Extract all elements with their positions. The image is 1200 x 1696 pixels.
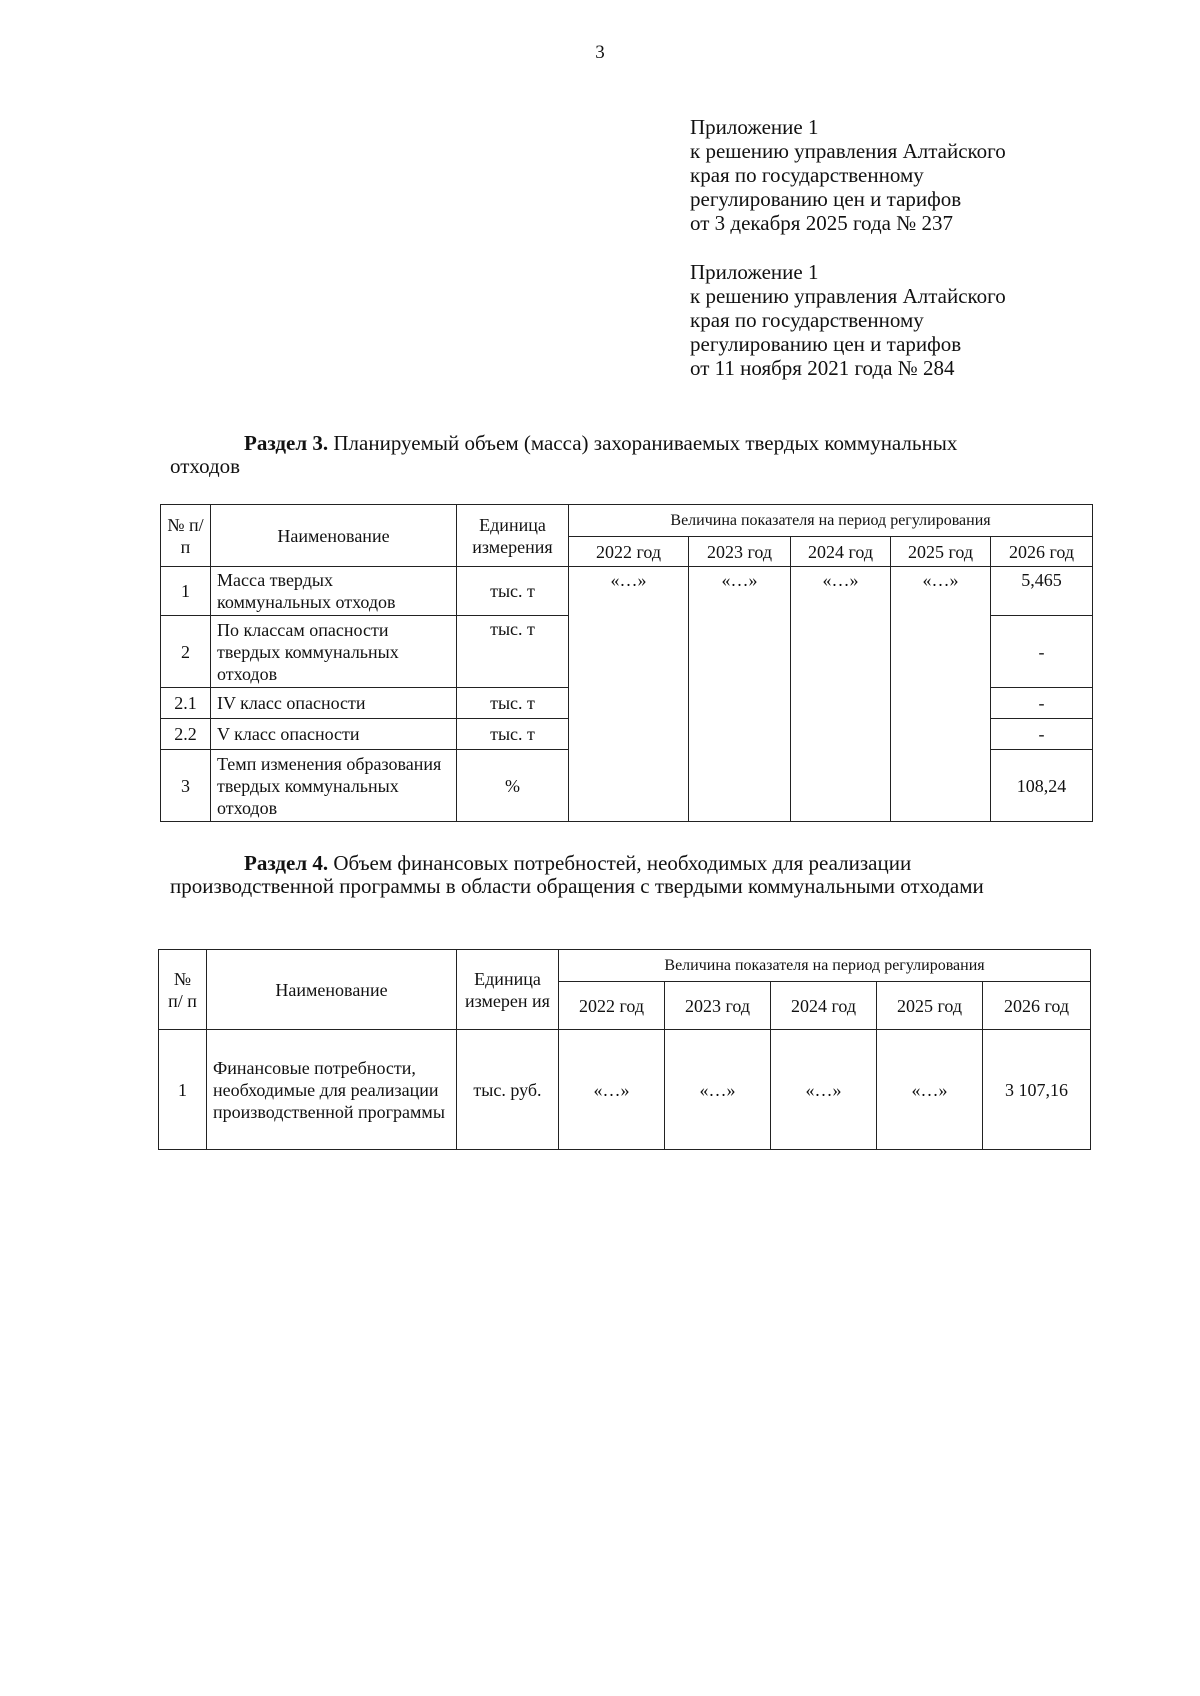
cell-2022: «…»	[559, 1030, 665, 1150]
section-3-title: Планируемый объем (масса) захораниваемых твердых коммунальных	[333, 431, 958, 455]
header-year-2025: 2025 год	[891, 537, 991, 567]
section-3-label: Раздел 3.	[244, 431, 329, 455]
cell-2022: «…»	[569, 567, 689, 616]
appendix-line: края по государственному	[690, 163, 924, 187]
row-name: Темп изменения образования твердых коммунальных отходов	[211, 750, 457, 822]
cell-2023: «…»	[689, 567, 791, 616]
appendix-line: регулированию цен и тарифов	[690, 332, 962, 356]
header-period: Величина показателя на период регулирования	[559, 950, 1091, 982]
cell-2024	[791, 616, 891, 688]
cell-2025: «…»	[891, 567, 991, 616]
row-num: 1	[159, 1030, 207, 1150]
appendix-line: регулированию цен и тарифов	[690, 187, 962, 211]
header-name: Наименование	[207, 950, 457, 1030]
header-num: № п/п	[161, 505, 211, 567]
table-row	[161, 750, 1093, 822]
row-name: IV класс опасности	[211, 688, 457, 719]
header-year-2026: 2026 год	[983, 982, 1091, 1030]
row-num: 2.2	[161, 719, 211, 750]
row-num: 3	[161, 750, 211, 822]
cell-2026: 5,465	[991, 567, 1093, 616]
header-unit: Единица измерен ия	[457, 950, 559, 1030]
row-name: По классам опасности твердых коммунальных отходов	[211, 616, 457, 688]
row-num: 2.1	[161, 688, 211, 719]
cell-2025: «…»	[877, 1030, 983, 1150]
header-year-2022: 2022 год	[559, 982, 665, 1030]
cell-2026: -	[991, 616, 1093, 688]
table-row	[159, 1030, 1091, 1150]
section-4-label: Раздел 4.	[244, 851, 329, 875]
cell-2023	[689, 719, 791, 750]
appendix-line: Приложение 1	[690, 260, 819, 284]
row-unit: тыс. т	[457, 616, 569, 688]
cell-2025	[891, 750, 991, 822]
cell-2025	[891, 688, 991, 719]
row-name: V класс опасности	[211, 719, 457, 750]
header-year-2024: 2024 год	[791, 537, 891, 567]
section-3-table	[160, 504, 1093, 822]
table-row	[161, 616, 1093, 688]
cell-2024: «…»	[791, 567, 891, 616]
cell-2024	[791, 688, 891, 719]
cell-2024	[791, 719, 891, 750]
cell-2024	[791, 750, 891, 822]
cell-2024: «…»	[771, 1030, 877, 1150]
cell-2022	[569, 688, 689, 719]
cell-2026: 3 107,16	[983, 1030, 1091, 1150]
appendix-line: края по государственному	[690, 308, 924, 332]
section-3-heading	[170, 432, 1090, 478]
page-number: 3	[595, 42, 605, 63]
table-row	[161, 688, 1093, 719]
header-year-2023: 2023 год	[665, 982, 771, 1030]
cell-2026: 108,24	[991, 750, 1093, 822]
section-4-heading	[170, 852, 1090, 898]
section-4-table	[158, 949, 1091, 1150]
cell-2025	[891, 719, 991, 750]
header-year-2022: 2022 год	[569, 537, 689, 567]
appendix-line: от 3 декабря 2025 года № 237	[690, 211, 953, 235]
section-3-heading-line	[170, 432, 1090, 455]
cell-2023: «…»	[665, 1030, 771, 1150]
row-name: Финансовые потребности, необходимые для реализации производственной программы	[207, 1030, 457, 1150]
cell-2025	[891, 616, 991, 688]
row-unit: тыс. т	[457, 688, 569, 719]
row-unit: тыс. т	[457, 567, 569, 616]
cell-2022	[569, 750, 689, 822]
cell-2026: -	[991, 688, 1093, 719]
cell-2023	[689, 750, 791, 822]
header-num: № п/ п	[159, 950, 207, 1030]
section-3-title-continued: отходов	[170, 454, 241, 478]
cell-2023	[689, 616, 791, 688]
table-row	[161, 719, 1093, 750]
section-4-title-continued: производственной программы в области обращения с твердыми коммунальными отходами	[170, 874, 984, 898]
appendix-line: к решению управления Алтайского	[690, 284, 1006, 308]
header-name: Наименование	[211, 505, 457, 567]
appendix-original-block	[690, 260, 1110, 380]
appendix-line: от 11 ноября 2021 года № 284	[690, 356, 955, 380]
row-unit: тыс. руб.	[457, 1030, 559, 1150]
table-row	[161, 567, 1093, 616]
header-year-2026: 2026 год	[991, 537, 1093, 567]
header-year-2023: 2023 год	[689, 537, 791, 567]
appendix-line: Приложение 1	[690, 115, 819, 139]
row-num: 2	[161, 616, 211, 688]
section-4-heading-line	[170, 852, 1090, 875]
header-year-2024: 2024 год	[771, 982, 877, 1030]
cell-2026: -	[991, 719, 1093, 750]
appendix-line: к решению управления Алтайского	[690, 139, 1006, 163]
section-4-title: Объем финансовых потребностей, необходимых для реализации	[333, 851, 912, 875]
row-name: Масса твердых коммунальных отходов	[211, 567, 457, 616]
header-year-2025: 2025 год	[877, 982, 983, 1030]
cell-2022	[569, 719, 689, 750]
header-period: Величина показателя на период регулирования	[569, 505, 1093, 537]
appendix-current-block	[690, 115, 1110, 235]
cell-2022	[569, 616, 689, 688]
row-unit: %	[457, 750, 569, 822]
header-unit: Единица измерения	[457, 505, 569, 567]
row-num: 1	[161, 567, 211, 616]
cell-2023	[689, 688, 791, 719]
row-unit: тыс. т	[457, 719, 569, 750]
